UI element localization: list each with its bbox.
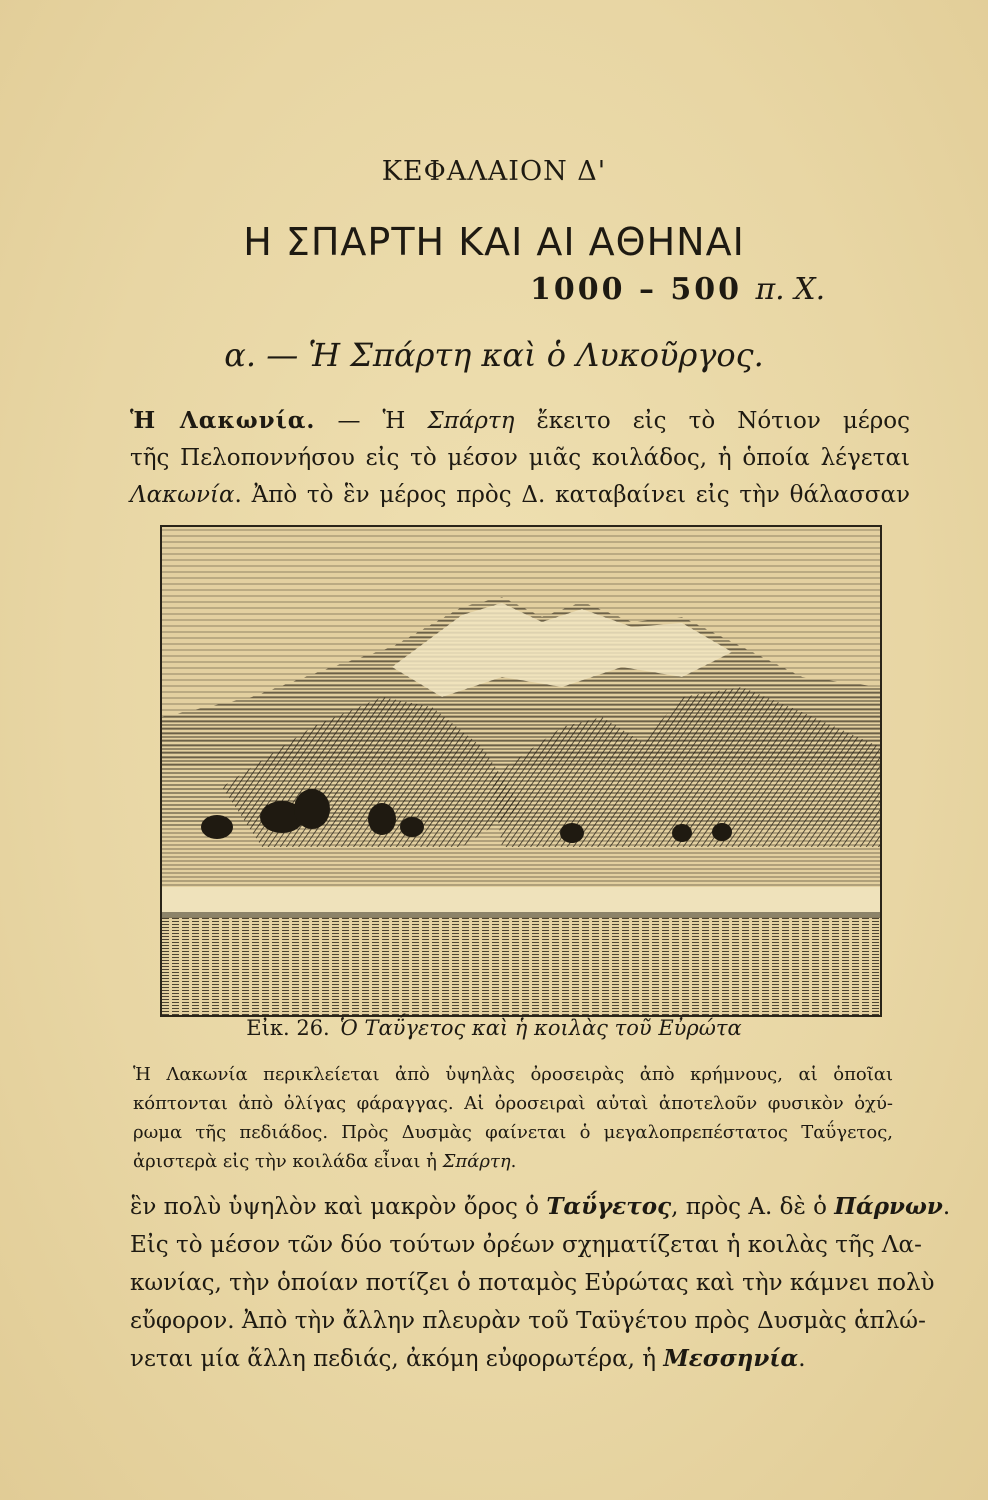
engraving-figure [160,525,882,1017]
section-heading: α. — Ἡ Σπάρτη καὶ ὁ Λυκοῦργος. [224,336,764,374]
date-range-years: 1000 – 500 [530,272,743,307]
paragraph-line: εὔφορον. Ἀπὸ τὴν ἄλλην πλευρὰν τοῦ Ταϋγέτου πρὸς Δυσμὰς ἁπλώ- [130,1308,926,1334]
figure-caption-text: Ὁ Ταΰγετος καὶ ἡ κοιλὰς τοῦ Εὐρώτα [339,1016,742,1040]
sparti-term: Σπάρτη [427,408,515,434]
text-run: . Ἀπὸ τὸ ἓν μέρος πρὸς Δ. καταβαίνει εἰς τὴν θάλασσαν [234,482,910,508]
text-run: , πρὸς Α. δὲ ὁ [671,1194,835,1220]
figure-note-line: Ἡ Λακωνία περικλείεται ἀπὸ ὑψηλὰς ὀροσειρὰς ἀπὸ κρήμνους, αἱ ὁποῖαι [133,1064,893,1085]
paragraph-line [130,1340,910,1378]
figure-note [133,1060,893,1176]
lakonia-term: Λακωνία [130,482,235,508]
paragraph-line [130,402,910,440]
figure-caption [0,1016,988,1040]
paragraph-line: Εἰς τὸ μέσον τῶν δύο τούτων ὀρέων σχηματίζεται ἡ κοιλὰς τῆς Λα- [130,1232,922,1258]
taygetos-engraving [162,527,880,1015]
taygetos-term: Ταΰγετος [546,1193,672,1220]
figure-number: Εἰκ. 26. [246,1016,330,1040]
date-range-era: π. Χ. [755,272,826,307]
paragraph-heading: Ἡ Λακωνία. [130,407,316,434]
text-run: . [510,1151,517,1172]
sparti-term: Σπάρτη [442,1151,511,1172]
messinia-term: Μεσσηνία [663,1345,799,1372]
text-run: ἔκειτο εἰς τὸ Νότιον μέρος [514,408,910,434]
text-run: ἓν πολὺ ὑψηλὸν καὶ μακρὸν ὄρος ὁ [130,1194,547,1220]
text-run: . [942,1194,951,1220]
paragraph-line: κωνίας, τὴν ὁποίαν ποτίζει ὁ ποταμὸς Εὐρώτας καὶ τὴν κάμνει πολὺ [130,1270,935,1296]
chapter-title: Η ΣΠΑΡΤΗ ΚΑΙ ΑΙ ΑΘΗΝΑΙ [243,220,745,264]
paragraph-mountains [130,1188,951,1378]
text-dash: — Ἡ [315,408,428,434]
paragraph-line [130,477,910,514]
paragraph-line: τῆς Πελοποννήσου εἰς τὸ μέσον μιᾶς κοιλάδος, ἡ ὁποία λέγεται [130,445,910,471]
chapter-heading: ΚΕΦΑΛΑΙΟΝ Δ' [381,156,607,187]
figure-note-line: ρωμα τῆς πεδιάδος. Πρὸς Δυσμὰς φαίνεται ὁ μεγαλοπρεπέστατος Ταΰγετος, [133,1122,893,1143]
text-run: νεται μία ἄλλη πεδιάς, ἀκόμη εὐφορωτέρα, ἡ [130,1346,664,1372]
text-run: . [798,1346,806,1372]
figure-note-line: κόπτονται ἀπὸ ὀλίγας φάραγγας. Αἱ ὀροσειραὶ αὐταὶ ἀποτελοῦν φυσικὸν ὀχύ- [133,1093,893,1114]
text-run: ἀριστερὰ εἰς τὴν κοιλάδα εἶναι ἡ [133,1151,443,1172]
date-range [530,272,830,307]
parnon-term: Πάρνων [834,1193,943,1220]
figure-note-line [133,1147,893,1176]
paragraph-lakonia [130,402,910,514]
paragraph-line [130,1188,951,1226]
